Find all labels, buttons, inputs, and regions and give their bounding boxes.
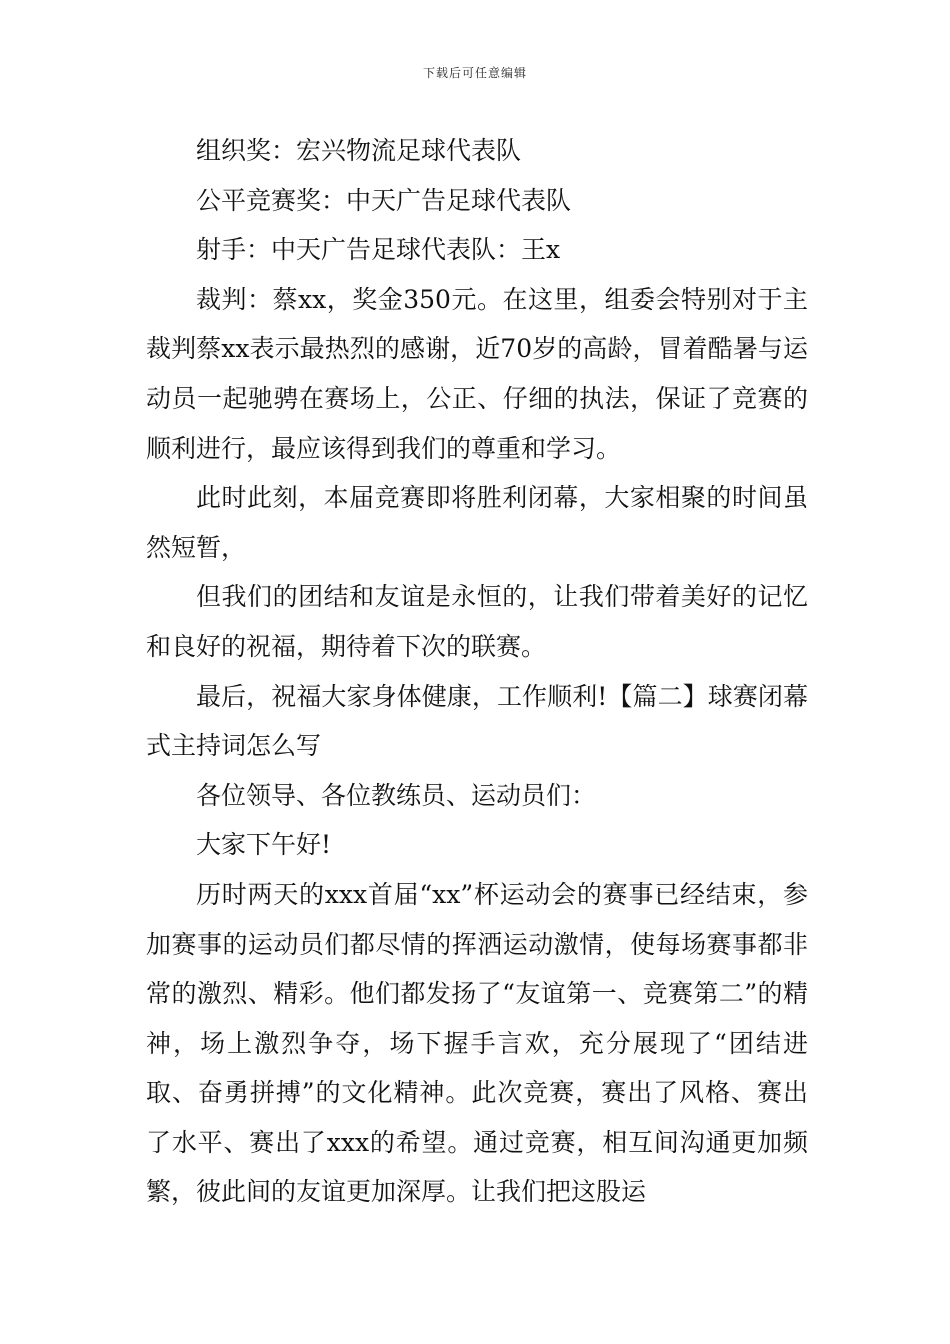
document-body <box>146 126 808 1217</box>
paragraph-top-scorer: 射手：中天广告足球代表队：王x <box>196 235 561 265</box>
paragraph-event-summary: 历时两天的xxx首届“xx”杯运动会的赛事已经结束，参加赛事的运动员们都尽情的挥洒运动激情，使每场赛事都非常的激烈、精彩。他们都发扬了“友谊第一、竞赛第二”的精神，场上激烈争夺，场下握手言欢，充分展现了“团结进取、奋勇拼搏”的文化精神。此次竞赛，赛出了风格、赛出了水平、赛出了xxx的希望。通过竞赛，相互间沟通更加频繁，彼此间的友谊更加深厚。让我们把这股运 <box>146 879 808 1207</box>
paragraph-salutation: 各位领导、各位教练员、运动员们： <box>196 780 597 810</box>
page-header-note: 下载后可任意编辑 <box>422 66 527 80</box>
paragraph-friendship: 但我们的团结和友谊是永恒的，让我们带着美好的记忆和良好的祝福，期待着下次的联赛。 <box>146 582 808 661</box>
paragraph-referee: 裁判：蔡xx，奖金350元。在这里，组委会特别对于主裁判蔡xx表示最热烈的感谢，近70岁的高龄，冒着酷暑与运动员一起驰骋在赛场上，公正、仔细的执法，保证了竞赛的顺利进行，最应该得到我们的尊重和学习。 <box>146 284 808 463</box>
paragraph-closing-moment: 此时此刻，本届竞赛即将胜利闭幕，大家相聚的时间虽然短暂， <box>146 483 808 562</box>
paragraph-fair-play-award: 公平竞赛奖：中天广告足球代表队 <box>196 185 572 215</box>
paragraph-greeting: 大家下午好! <box>196 830 332 860</box>
paragraph-final-wishes: 最后，祝福大家身体健康，工作顺利!【篇二】球赛闭幕式主持词怎么写 <box>146 681 808 761</box>
paragraph-organization-award: 组织奖：宏兴物流足球代表队 <box>196 136 522 165</box>
